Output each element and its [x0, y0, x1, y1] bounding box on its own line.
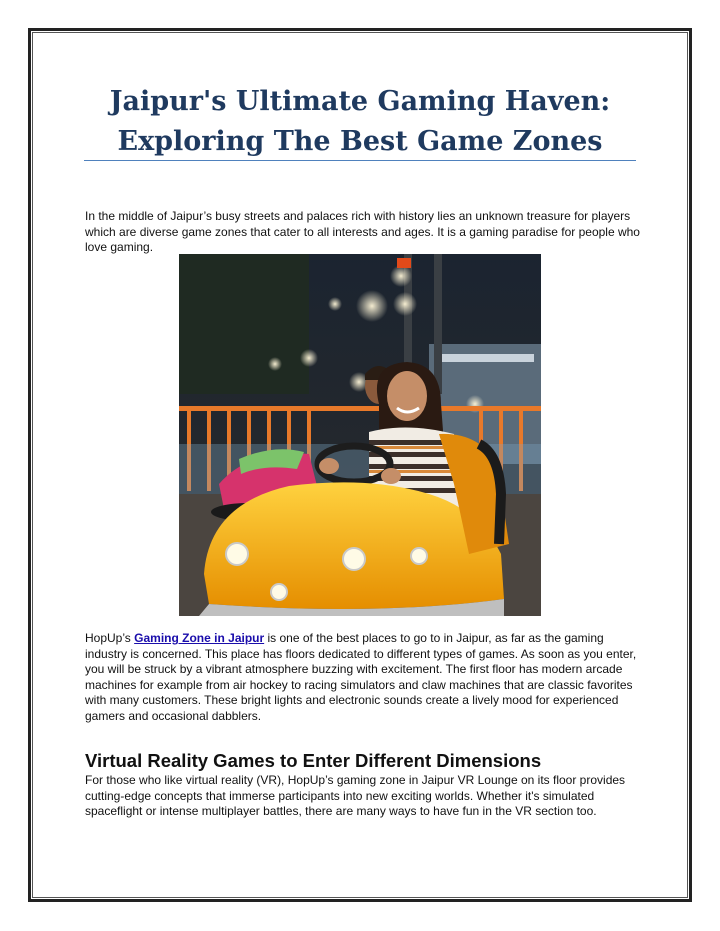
gaming-zone-link[interactable]: Gaming Zone in Jaipur	[134, 631, 265, 645]
hopup-paragraph-prefix: HopUp’s	[85, 631, 135, 645]
hopup-paragraph-body: is one of the best places to go to in Jaipur, as far as the gaming industry is concerned. This place has floors dedicated to different types of games. As soon as you enter, you will be struck by a vibrant atmosphere buzzing with excitement. The first floor has modern arcade machines for example from air hockey to racing simulators and claw machines that are classic favorites with many customers. These bright lights and electronic sounds create a lively mood for experienced gamers and occasional dabblers.	[85, 631, 637, 723]
title-divider	[84, 160, 636, 161]
section-heading: Virtual Reality Games to Enter Different Dimensions	[85, 750, 542, 771]
intro-paragraph: In the middle of Jaipur’s busy streets and palaces rich with history lies an unknown treasure for players which are diverse game zones that cater to all interests and ages. It is a gaming paradise for people who love gaming.	[85, 209, 640, 254]
bumper-car-photo	[179, 254, 541, 616]
vr-paragraph: For those who like virtual reality (VR), HopUp’s gaming zone in Jaipur VR Lounge on its floor provides cutting-edge concepts that immerse participants into new exciting worlds. Whether it's simulated spaceflight or intense multiplayer battles, there are many ways to have fun in the VR section too.	[85, 773, 626, 818]
hopup-paragraph	[85, 631, 645, 724]
title-line-1: Jaipur's Ultimate Gaming Haven:	[109, 86, 611, 117]
title-line-2: Exploring The Best Game Zones	[117, 126, 603, 157]
page-title	[60, 82, 660, 162]
